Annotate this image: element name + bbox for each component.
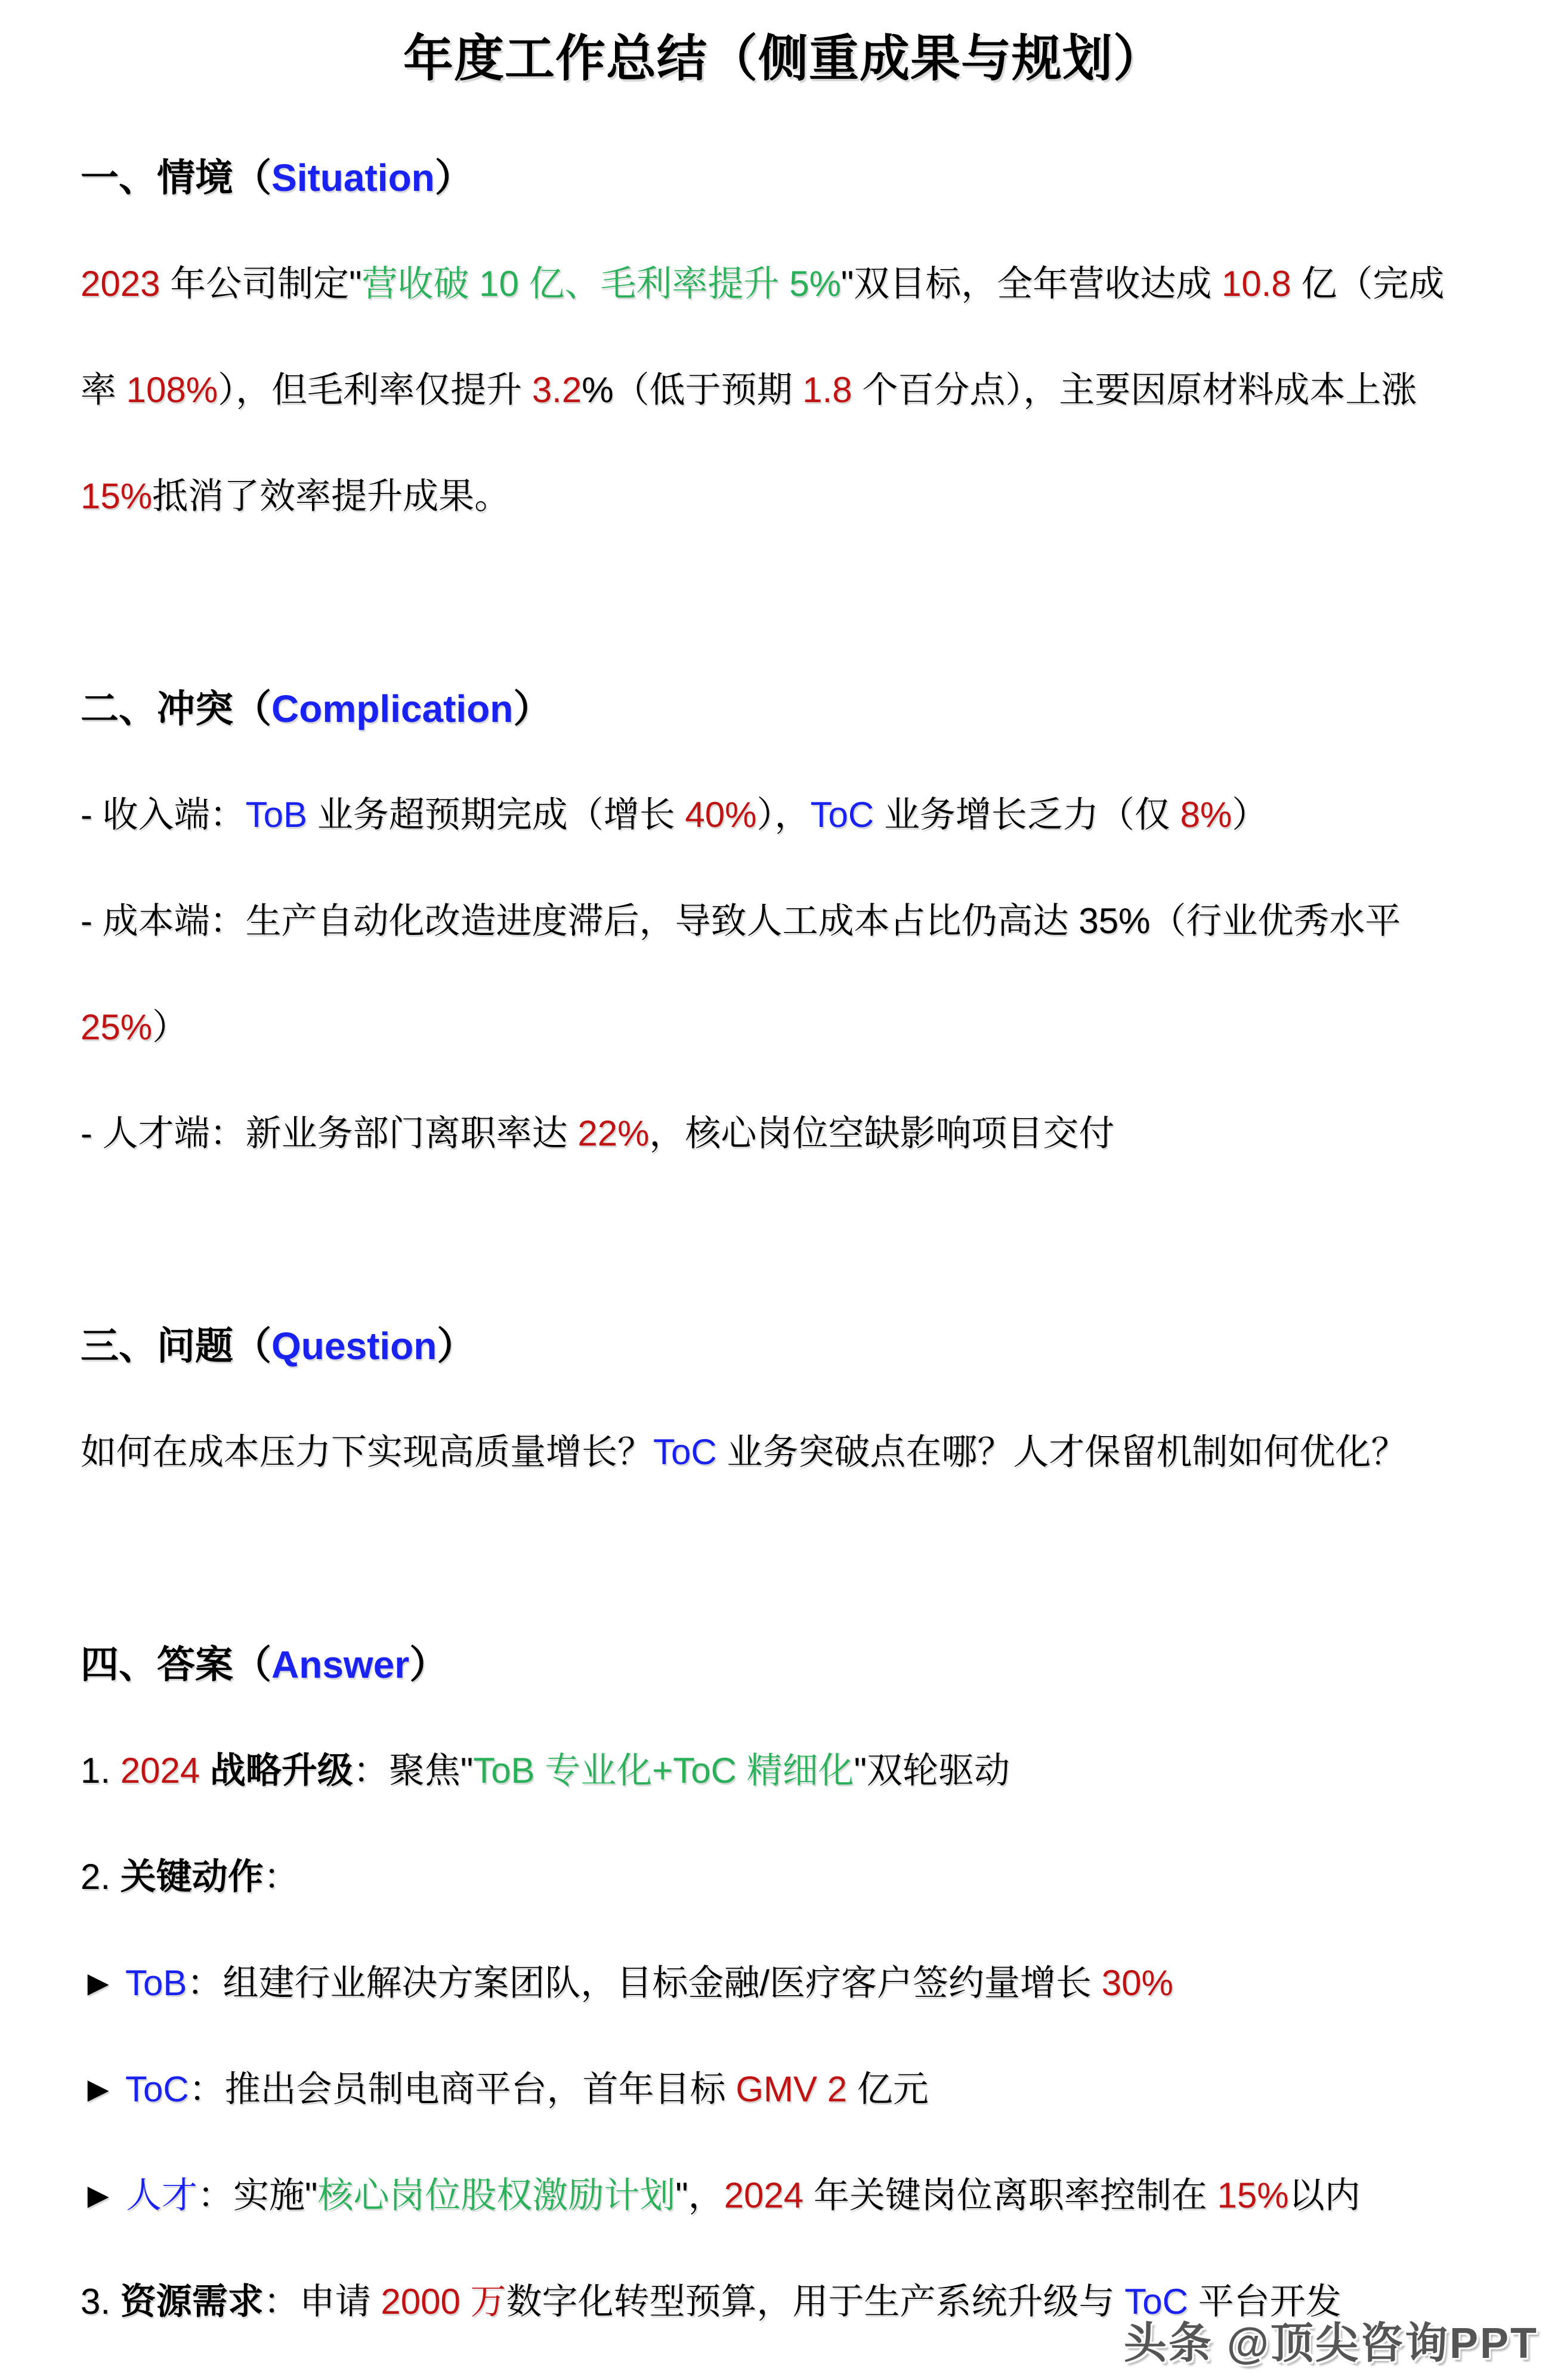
text-segment: 资源需求 bbox=[120, 2282, 264, 2322]
line-action-tob bbox=[81, 1930, 1507, 2036]
text-segment: ：组建行业解决方案团队，目标金融/医疗客户签约量增长 bbox=[187, 1963, 1102, 2003]
text-segment: ） bbox=[1232, 795, 1268, 835]
line-spacer-2 bbox=[81, 1187, 1507, 1293]
document-body bbox=[81, 125, 1507, 2355]
text-segment: Answer bbox=[271, 1643, 410, 1686]
text-segment: 年公司制定" bbox=[160, 264, 362, 304]
line-spacer-3 bbox=[81, 1505, 1507, 1612]
line-complication-talent bbox=[81, 1081, 1507, 1187]
text-segment: - 人才端：新业务部门离职率达 bbox=[81, 1113, 578, 1153]
text-segment: 平台开发 bbox=[1188, 2282, 1342, 2322]
line-spacer-1 bbox=[81, 550, 1507, 656]
text-segment: 22% bbox=[577, 1113, 650, 1153]
text-segment: ：申请 bbox=[263, 2282, 381, 2322]
line-complication-cost-line-2 bbox=[81, 974, 1507, 1081]
text-segment: ► bbox=[81, 2175, 126, 2215]
text-segment: ：聚焦" bbox=[353, 1751, 474, 1791]
line-situation-line-3 bbox=[81, 443, 1507, 550]
text-segment: ToC bbox=[1124, 2282, 1188, 2322]
text-segment: 2023 bbox=[81, 264, 160, 304]
text-segment: 如何在成本压力下实现高质量增长？ bbox=[81, 1432, 653, 1472]
text-segment: 15% bbox=[1217, 2175, 1289, 2215]
text-segment: - 收入端： bbox=[81, 795, 246, 835]
line-answer-key-actions bbox=[81, 1824, 1507, 1930]
text-segment: 40% bbox=[685, 795, 757, 835]
text-segment: ） bbox=[152, 1007, 188, 1047]
text-segment: 抵消了效率提升成果。 bbox=[152, 476, 511, 516]
text-segment: GMV 2 bbox=[735, 2069, 848, 2109]
text-segment: "双目标，全年营收达成 bbox=[840, 264, 1222, 304]
text-segment: Situation bbox=[271, 156, 435, 199]
text-segment: Question bbox=[271, 1325, 437, 1368]
line-complication-revenue bbox=[81, 762, 1507, 868]
line-answer-strategy bbox=[81, 1718, 1507, 1824]
text-segment: 年关键岗位离职率控制在 bbox=[803, 2175, 1217, 2215]
line-heading-question bbox=[81, 1293, 1507, 1399]
text-segment: 三、问题（ bbox=[81, 1325, 271, 1368]
text-segment: 1.8 bbox=[802, 370, 852, 410]
text-segment: 业务突破点在哪？人才保留机制如何优化？ bbox=[716, 1432, 1407, 1472]
text-segment: ： bbox=[263, 1857, 299, 1897]
text-segment: 亿（完成 bbox=[1291, 264, 1445, 304]
text-segment: ），但毛利率仅提升 bbox=[218, 370, 532, 410]
page-title: 年度工作总结（侧重成果与规划） bbox=[403, 30, 1164, 87]
line-situation-line-1 bbox=[81, 231, 1507, 337]
line-action-talent bbox=[81, 2143, 1507, 2249]
text-segment: 3.2 bbox=[531, 370, 582, 410]
text-segment: Complication bbox=[271, 687, 514, 730]
text-segment: ） bbox=[409, 1643, 448, 1686]
line-heading-complication bbox=[81, 656, 1507, 762]
text-segment: "双轮驱动 bbox=[854, 1751, 1010, 1791]
text-segment: 15% bbox=[81, 476, 153, 516]
text-segment: 二、冲突（ bbox=[81, 687, 271, 730]
text-segment: 30% bbox=[1101, 1963, 1173, 2003]
text-segment: 个百分点），主要因原材料成本上涨 bbox=[852, 370, 1417, 410]
text-segment: 3. bbox=[81, 2282, 120, 2322]
text-segment: ） bbox=[437, 1325, 475, 1368]
watermark: 头条 @顶尖咨询PPT bbox=[1123, 2320, 1538, 2367]
text-segment: 10.8 bbox=[1221, 264, 1291, 304]
text-segment: 8% bbox=[1180, 795, 1232, 835]
text-segment: ）， bbox=[756, 795, 811, 835]
text-segment: 25% bbox=[81, 1007, 153, 1047]
line-heading-answer bbox=[81, 1612, 1507, 1718]
text-segment: 2. bbox=[81, 1857, 120, 1897]
text-segment: 1. bbox=[81, 1751, 120, 1791]
text-segment: 核心岗位股权激励计划 bbox=[317, 2175, 676, 2215]
text-segment: 2000 万 bbox=[381, 2282, 506, 2322]
text-segment: ► bbox=[81, 1963, 125, 2003]
line-heading-situation bbox=[81, 125, 1507, 231]
text-segment: "， bbox=[675, 2175, 724, 2215]
text-segment: 四、答案（ bbox=[81, 1643, 271, 1686]
text-segment: ToB bbox=[245, 795, 308, 835]
text-segment: 率 bbox=[81, 370, 126, 410]
line-action-toc bbox=[81, 2036, 1507, 2143]
text-segment: 以内 bbox=[1288, 2175, 1361, 2215]
text-segment: %（低于预期 bbox=[582, 370, 803, 410]
text-segment: ：实施" bbox=[197, 2175, 318, 2215]
text-segment: ToB bbox=[125, 1963, 187, 2003]
text-segment: 2024 bbox=[724, 2175, 804, 2215]
text-segment: ） bbox=[513, 687, 552, 730]
line-question-line bbox=[81, 1399, 1507, 1505]
text-segment: 业务超预期完成（增长 bbox=[307, 795, 685, 835]
text-segment: 数字化转型预算，用于生产系统升级与 bbox=[506, 2282, 1125, 2322]
text-segment: 战略升级 bbox=[200, 1751, 353, 1791]
text-segment: ToC bbox=[653, 1432, 717, 1472]
line-situation-line-2 bbox=[81, 337, 1507, 443]
text-segment: ） bbox=[434, 156, 473, 199]
text-segment: 2024 bbox=[120, 1751, 200, 1791]
text-segment: ToC bbox=[125, 2069, 189, 2109]
text-segment: 关键动作 bbox=[120, 1857, 264, 1897]
text-segment: 一、情境（ bbox=[81, 156, 271, 199]
text-segment: 营收破 10 亿、毛利率提升 5% bbox=[361, 264, 841, 304]
text-segment: 业务增长乏力（仅 bbox=[874, 795, 1180, 835]
text-segment: ：推出会员制电商平台，首年目标 bbox=[188, 2069, 736, 2109]
text-segment: ► bbox=[81, 2069, 125, 2109]
text-segment: ToB 专业化+ToC 精细化 bbox=[473, 1751, 854, 1791]
text-segment: - 成本端：生产自动化改造进度滞后，导致人工成本占比仍高达 35%（行业优秀水平 bbox=[81, 901, 1401, 941]
line-complication-cost-line-1 bbox=[81, 868, 1507, 974]
text-segment: ToC bbox=[810, 795, 874, 835]
text-segment: 亿元 bbox=[847, 2069, 929, 2109]
text-segment: ，核心岗位空缺影响项目交付 bbox=[649, 1113, 1115, 1153]
text-segment: 108% bbox=[126, 370, 218, 410]
text-segment: 人才 bbox=[126, 2175, 198, 2215]
